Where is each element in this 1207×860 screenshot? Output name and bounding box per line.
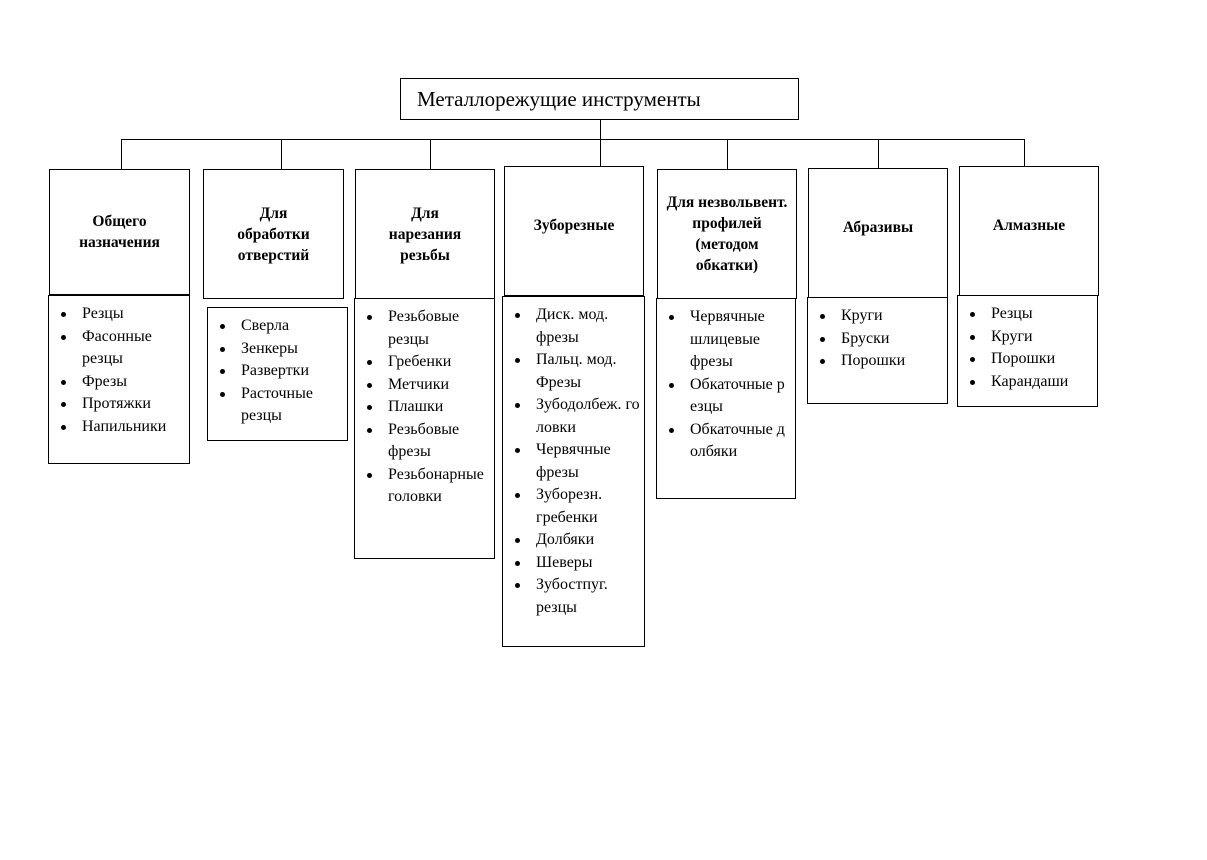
root-title: Металлорежущие инструменты xyxy=(417,86,701,111)
list-item: Порошки xyxy=(958,348,1093,371)
category-title: Для обработки отверстий xyxy=(237,204,310,264)
list-item: Карандаши xyxy=(958,371,1093,394)
list-item: Шеверы xyxy=(503,552,640,575)
list-item: Диск. мод. фрезы xyxy=(503,304,640,349)
category-title: Абразивы xyxy=(842,219,914,236)
list-item: Фасонные резцы xyxy=(49,326,185,371)
root-node xyxy=(400,78,799,120)
category-title: Для незвольвент. профилей (методом обкатки) xyxy=(666,194,788,274)
list-item: Долбяки xyxy=(503,529,640,552)
category-list-diamond xyxy=(957,295,1098,407)
category-list-gear-cutting xyxy=(502,296,645,647)
category-title: Для нарезания резьбы xyxy=(388,204,462,264)
list-item: Резцы xyxy=(49,303,185,326)
list-item: Сверла xyxy=(208,315,343,338)
branch-5 xyxy=(727,139,728,169)
list-item: Круги xyxy=(958,326,1093,349)
category-list-abrasives xyxy=(807,297,948,404)
list-item: Фрезы xyxy=(49,371,185,394)
list-item: Пальц. мод. Фрезы xyxy=(503,349,640,394)
list-item: Зубостпуг. резцы xyxy=(503,574,640,619)
category-header-gear-cutting xyxy=(504,166,644,296)
list-item: Резьбонарные головки xyxy=(355,464,490,509)
list-item: Зенкеры xyxy=(208,338,343,361)
category-header-diamond xyxy=(959,166,1099,296)
category-header-involute xyxy=(657,169,797,299)
branch-6 xyxy=(878,139,879,168)
list-item: Круги xyxy=(808,305,943,328)
list-item: Зубодолбеж. головки xyxy=(503,394,640,439)
bus-line xyxy=(121,139,1025,140)
list-item: Резьбовые фрезы xyxy=(355,419,490,464)
category-header-abrasives xyxy=(808,168,948,298)
category-title: Зуборезные xyxy=(533,217,615,234)
category-list-holes xyxy=(207,307,348,441)
list-item: Резцы xyxy=(958,303,1093,326)
branch-3 xyxy=(430,139,431,170)
category-header-holes xyxy=(203,169,344,299)
list-item: Расточные резцы xyxy=(208,383,343,428)
list-item: Развертки xyxy=(208,360,343,383)
list-item: Обкаточные долбяки xyxy=(657,419,791,464)
root-connector xyxy=(600,120,601,166)
list-item: Бруски xyxy=(808,328,943,351)
list-item: Гребенки xyxy=(355,351,490,374)
list-item: Плашки xyxy=(355,396,490,419)
category-list-threading xyxy=(354,298,495,559)
category-list-involute xyxy=(656,298,796,499)
branch-1 xyxy=(121,139,122,170)
list-item: Метчики xyxy=(355,374,490,397)
branch-2 xyxy=(281,139,282,170)
list-item: Червячные фрезы xyxy=(503,439,640,484)
list-item: Протяжки xyxy=(49,393,185,416)
category-list-general xyxy=(48,295,190,464)
category-header-general xyxy=(49,169,190,295)
list-item: Зуборезн. гребенки xyxy=(503,484,640,529)
list-item: Червячные шлицевые фрезы xyxy=(657,306,791,374)
list-item: Порошки xyxy=(808,350,943,373)
branch-7 xyxy=(1024,139,1025,166)
list-item: Обкаточные резцы xyxy=(657,374,791,419)
category-header-threading xyxy=(355,169,495,299)
category-title: Общего назначения xyxy=(79,213,160,251)
list-item: Напильники xyxy=(49,416,185,439)
list-item: Резьбовые резцы xyxy=(355,306,490,351)
category-title: Алмазные xyxy=(992,217,1066,234)
